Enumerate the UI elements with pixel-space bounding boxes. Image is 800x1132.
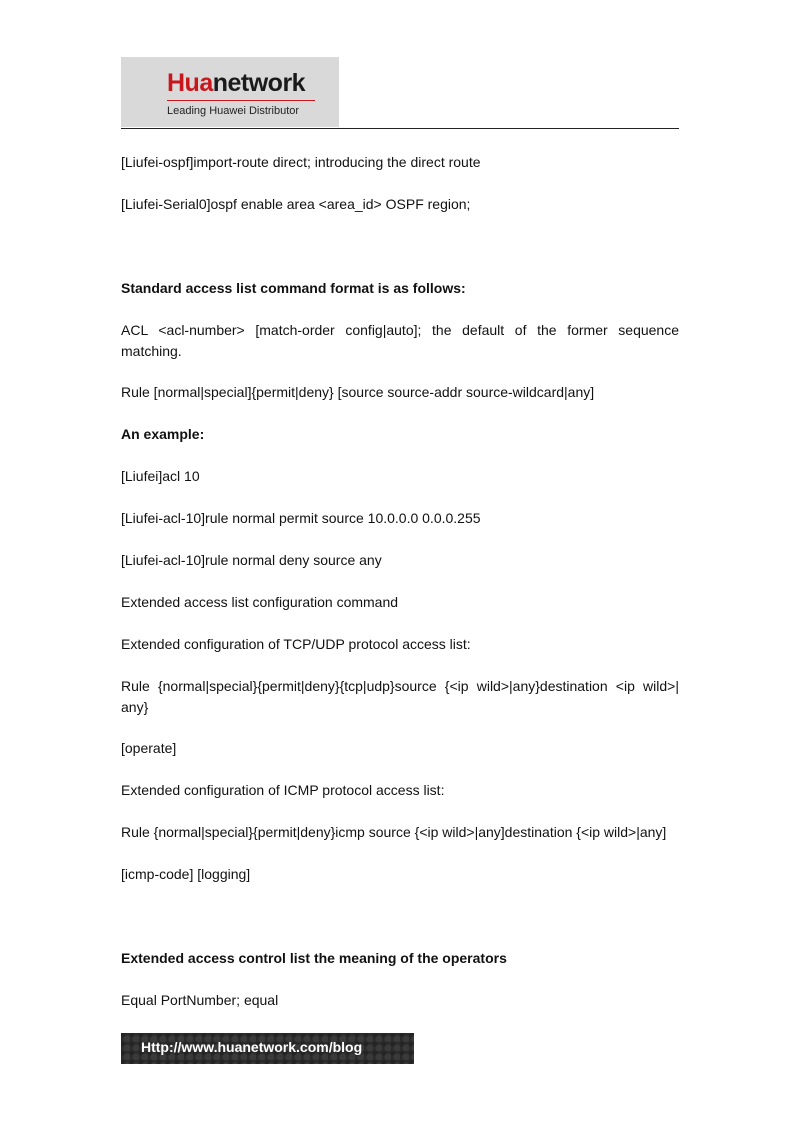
logo-wordmark-rest: network (212, 69, 306, 97)
header-divider (121, 128, 679, 129)
paragraph-extended-command: Extended access list configuration command (121, 594, 399, 610)
logo-tagline: Leading Huawei Distributor (167, 105, 300, 117)
footer-blog-link[interactable]: Http://www.huanetwork.com/blog (141, 1039, 363, 1055)
paragraph-rule-deny: [Liufei-acl-10]rule normal deny source any (121, 552, 382, 568)
paragraph-acl-format: ACL <acl-number> [match-order config|auto]; the default of the former sequence matching. (121, 322, 679, 359)
heading-standard-acl: Standard access list command format is as follows: (121, 280, 466, 296)
paragraph-ospf-enable: [Liufei-Serial0]ospf enable area <area_id> OSPF region; (121, 196, 471, 212)
heading-example: An example: (121, 426, 205, 442)
company-logo (121, 57, 339, 127)
paragraph-rule-format: Rule [normal|special]{permit|deny} [source source-addr source-wildcard|any] (121, 384, 595, 400)
paragraph-operate: [operate] (121, 740, 177, 756)
paragraph-rule-permit: [Liufei-acl-10]rule normal permit source 10.0.0.0 0.0.0.255 (121, 510, 481, 526)
paragraph-acl-10: [Liufei]acl 10 (121, 468, 200, 484)
footer-banner[interactable] (121, 1033, 414, 1064)
paragraph-tcp-udp-rule: Rule {normal|special}{permit|deny}{tcp|udp}source {<ip wild>|any}destination <ip wild>| any} (121, 678, 679, 715)
logo-wordmark (167, 71, 305, 96)
logo-wordmark-highlight: Hua (167, 69, 213, 97)
paragraph-tcp-udp-heading: Extended configuration of TCP/UDP protocol access list: (121, 636, 471, 652)
paragraph-equal: Equal PortNumber; equal (121, 992, 279, 1008)
paragraph-import-route: [Liufei-ospf]import-route direct; introducing the direct route (121, 154, 481, 170)
heading-operators: Extended access control list the meaning of the operators (121, 950, 507, 966)
paragraph-icmp-rule: Rule {normal|special}{permit|deny}icmp source {<ip wild>|any]destination {<ip wild>|any] (121, 824, 667, 840)
logo-underline (167, 100, 315, 101)
paragraph-icmp-heading: Extended configuration of ICMP protocol access list: (121, 782, 445, 798)
paragraph-icmp-code: [icmp-code] [logging] (121, 866, 251, 882)
